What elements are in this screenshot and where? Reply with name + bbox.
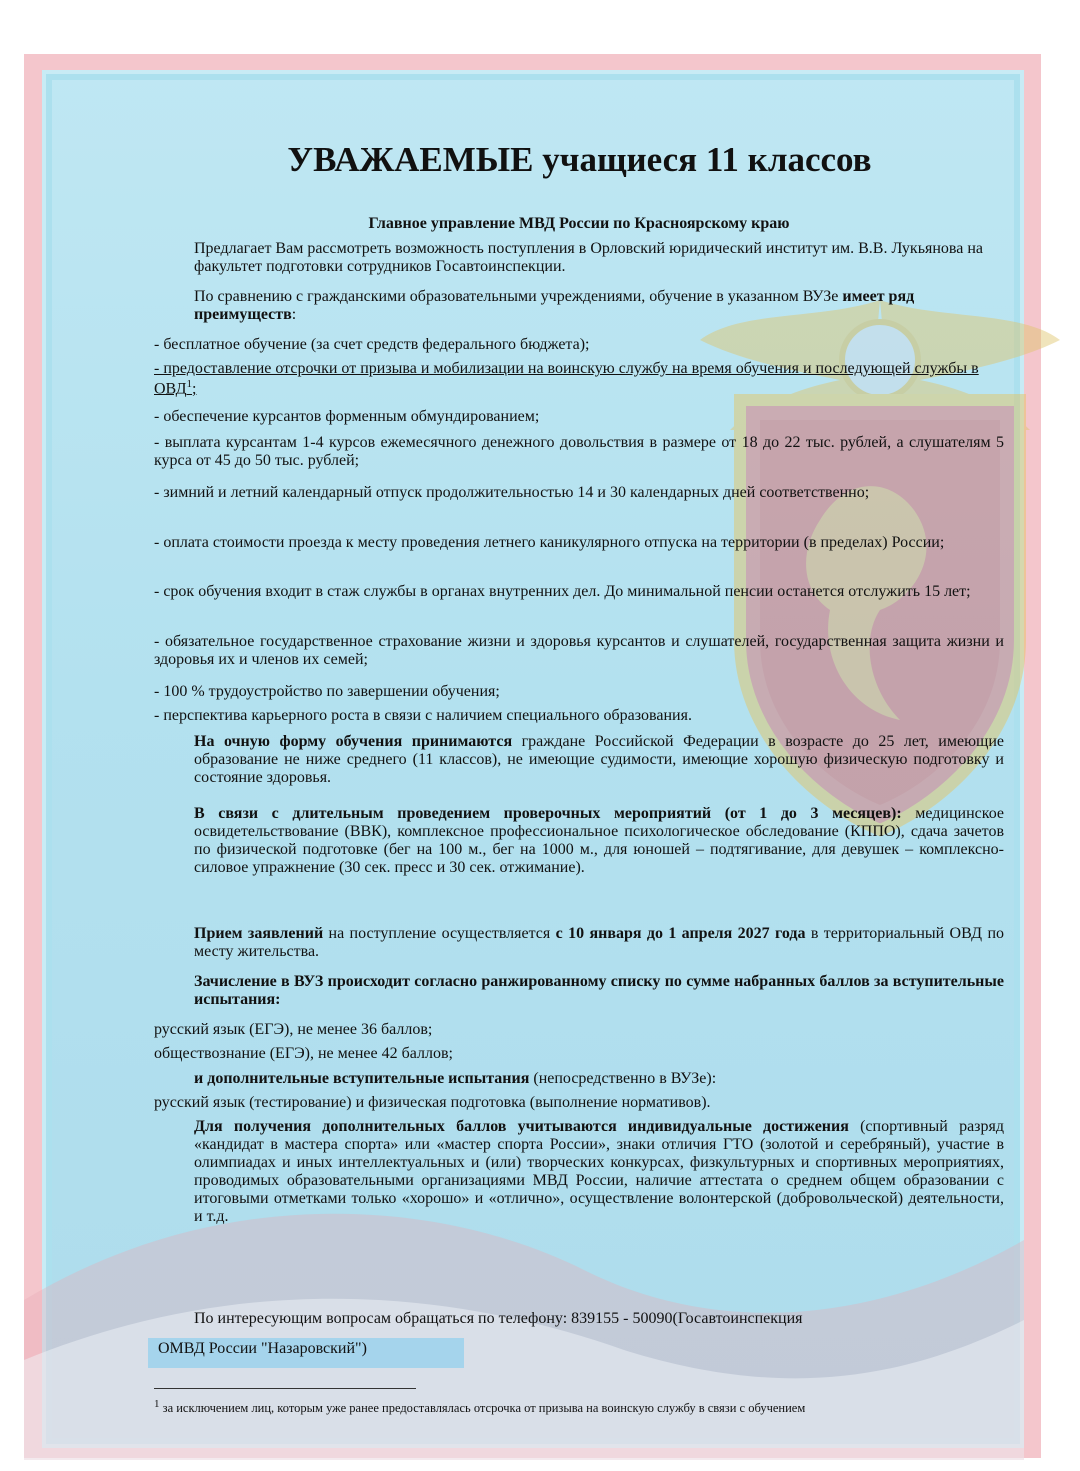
footnote-separator xyxy=(154,1388,416,1389)
extra-tests-line: русский язык (тестирование) и физическая подготовка (выполнение нормативов). xyxy=(154,1094,711,1111)
footnote-mark: 1 xyxy=(186,378,193,390)
benefit-employment: - 100 % трудоустройство по завершении обучения; xyxy=(154,683,500,700)
benefit-free-education: - бесплатное обучение (за счет средств федерального бюджета); xyxy=(154,336,590,353)
benefit-travel: - оплата стоимости проезда к месту проведения летнего каникулярного отпуска на территории (в пределах) России; xyxy=(154,534,945,551)
intro-paragraph: Предлагает Вам рассмотреть возможность поступления в Орловский юридический институт им. В.В. Лукьянова на факультет подготовки сотрудников Госавтоинспекции. xyxy=(194,240,984,275)
extra-tests-paragraph: и дополнительные вступительные испытания (непосредственно в ВУЗе): xyxy=(194,1070,717,1087)
enrollment-social: обществознание (ЕГЭ), не менее 42 баллов; xyxy=(154,1045,453,1062)
comparison-paragraph: По сравнению с гражданскими образовательными учреждениями, обучение в указанном ВУЗе имеет ряд преимуществ: xyxy=(194,288,915,323)
enrollment-heading: Зачисление в ВУЗ происходит согласно ранжированному списку по сумме набранных баллов за вступительные испытания: xyxy=(194,973,1004,1008)
organization-heading: Главное управление МВД России по Красноярскому краю xyxy=(368,215,790,232)
applications-paragraph: Прием заявлений на поступление осуществляется с 10 января до 1 апреля 2027 года в территориальный ОВД по месту жительства. xyxy=(194,925,1005,960)
page-title: УВАЖАЕМЫЕ учащиеся 11 классов xyxy=(287,140,872,179)
contact-org: ОМВД России "Назаровский") xyxy=(158,1340,367,1357)
enrollment-russian: русский язык (ЕГЭ), не менее 36 баллов; xyxy=(154,1021,433,1038)
benefit-uniform: - обеспечение курсантов форменным обмундированием; xyxy=(154,408,540,425)
benefit-career: - перспектива карьерного роста в связи с наличием специального образования. xyxy=(154,707,692,724)
benefit-insurance: - обязательное государственное страхование жизни и здоровья курсантов и слушателей, государственная защита жизни и здоровья их и членов их семей; xyxy=(154,633,1004,668)
footnote: $^1$ за исключением лиц, которым уже ранее предоставлялась отсрочка от призыва на воинскую службу в связи с обучением xyxy=(154,1398,806,1416)
benefit-deferment: - предоставление отсрочки от призыва и мобилизации на воинскую службу на время обучения и последующей службы в ОВД$^1$; xyxy=(154,360,979,398)
benefit-service-record: - срок обучения входит в стаж службы в органах внутренних дел. До минимальной пенсии останется отслужить 15 лет; xyxy=(154,583,971,600)
admission-paragraph: На очную форму обучения принимаются граждане Российской Федерации в возрасте до 25 лет, имеющие образование не ниже среднего (11 классов), не имеющие судимости, имеющие хорошую физическую подготовку и состояние здоровья. xyxy=(194,733,1005,786)
checks-paragraph: В связи с длительным проведением проверочных мероприятий (от 1 до 3 месяцев): медицинское освидетельствование (ВВК), комплексное профессиональное психологическое обследование (КППО), сдача зачетов по физической подготовке (бег на 100 м., бег на 1000 м., для юношей – подтягивание, для девушек – комплексно-силовое упражнение (30 сек. пресс и 30 сек. отжимание). xyxy=(194,805,1004,876)
contact-line: По интересующим вопросам обращаться по телефону: 839155 - 50090(Госавтоинспекция xyxy=(194,1310,803,1327)
achievements-paragraph: Для получения дополнительных баллов учитываются индивидуальные достижения (спортивный разряд «кандидат в мастера спорта» или «мастер спорта России», знаки отличия ГТО (золотой и серебряный), участие в олимпиадах и иных интеллектуальных и (или) творческих конкурсах, физкультурных и спортивных мероприятиях, проводимых образовательными организациями МВД России, наличие аттестата о среднем общем образовании с итоговыми отметками только «хорошо» и «отлично», осуществление волонтерской (добровольческой) деятельности, и т.д. xyxy=(194,1118,1005,1225)
benefit-vacation: - зимний и летний календарный отпуск продолжительностью 14 и 30 календарных дней соответственно; xyxy=(154,484,870,501)
benefit-allowance: - выплата курсантам 1-4 курсов ежемесячного денежного довольствия в размере от 18 до 22 тыс. рублей, а слушателям 5 курса от 45 до 50 тыс. рублей; xyxy=(154,434,1004,469)
advantages-phrase: имеет ряд преимуществ xyxy=(194,288,915,323)
